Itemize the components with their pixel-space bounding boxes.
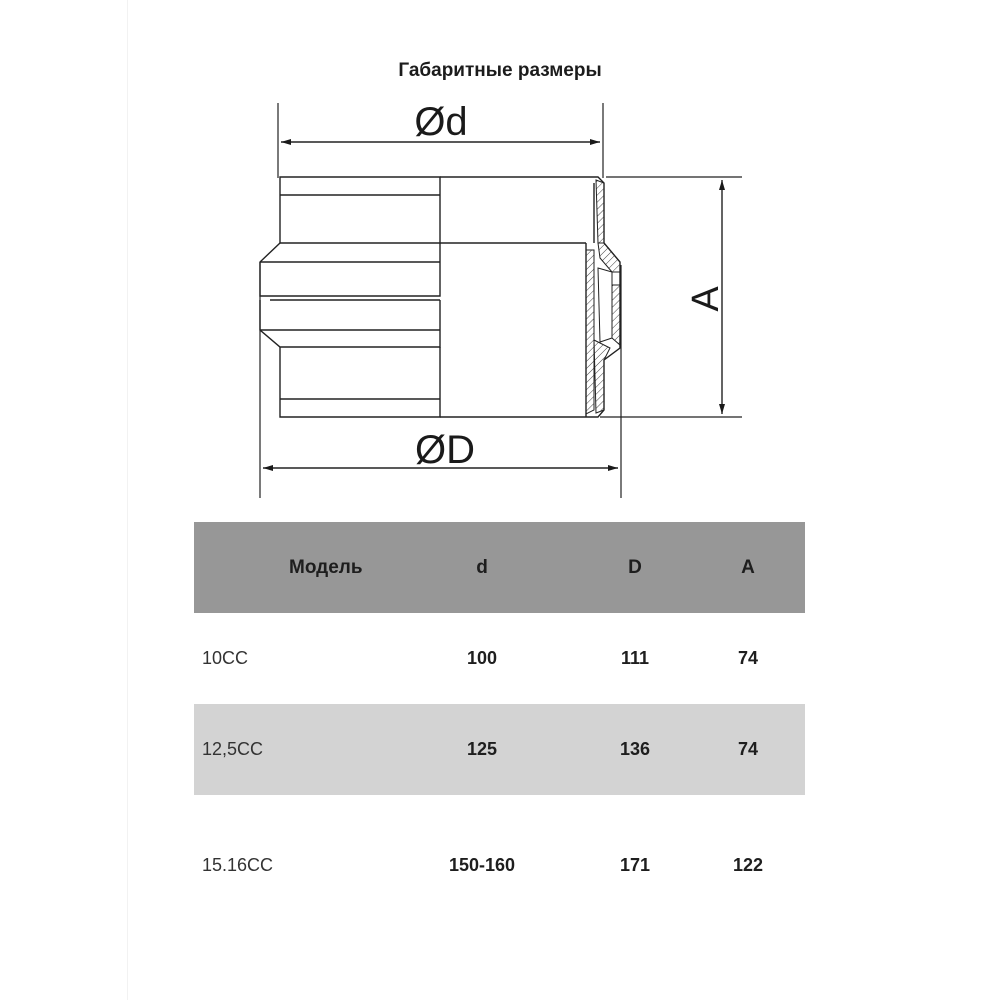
section-hatching xyxy=(586,180,620,414)
header-d: d xyxy=(476,557,488,578)
d-dimension-label: Ød xyxy=(414,100,468,144)
D-dimension-label: ØD xyxy=(415,428,475,472)
cell-d: 100 xyxy=(466,648,498,668)
cell-A: 74 xyxy=(737,648,759,668)
header-A: A xyxy=(741,557,755,578)
cell-D: 136 xyxy=(619,739,651,759)
table-row xyxy=(194,704,805,795)
cell-d: 125 xyxy=(466,739,498,759)
header-D: D xyxy=(628,557,642,578)
cell-d: 150-160 xyxy=(448,855,516,875)
cell-A: 74 xyxy=(737,739,759,759)
fitting-body xyxy=(260,177,620,417)
cell-A: 122 xyxy=(732,855,764,875)
table-header xyxy=(194,522,805,613)
table-row xyxy=(194,795,805,935)
header-model: Модель xyxy=(289,557,363,578)
dimensions-table xyxy=(194,522,805,935)
A-dimension-label: A xyxy=(685,286,727,312)
cell-model: 15.16CC xyxy=(202,855,274,875)
cell-model: 12,5CC xyxy=(202,739,264,759)
cell-D: 171 xyxy=(619,855,651,875)
cell-model: 10CC xyxy=(202,648,249,668)
table-row xyxy=(194,613,805,704)
cell-D: 111 xyxy=(620,648,650,668)
page-title: Габаритные размеры xyxy=(398,60,602,81)
